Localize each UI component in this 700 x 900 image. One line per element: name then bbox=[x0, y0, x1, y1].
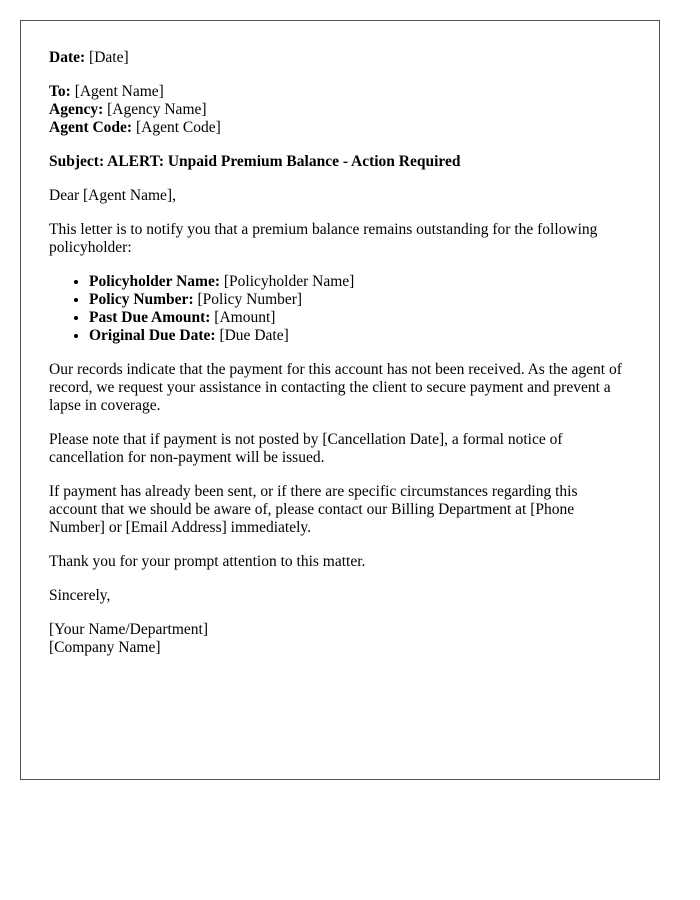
policy-details-list bbox=[49, 273, 629, 345]
closing: Sincerely, bbox=[49, 587, 111, 604]
recipient-block bbox=[49, 83, 629, 137]
letter-page bbox=[20, 20, 660, 780]
detail-value: [Due Date] bbox=[215, 327, 289, 344]
detail-item-due-date bbox=[89, 327, 629, 345]
agent-code-label: Agent Code: bbox=[49, 119, 133, 136]
detail-value: [Amount] bbox=[210, 309, 276, 326]
subject-text: Subject: ALERT: Unpaid Premium Balance - Action Required bbox=[49, 153, 461, 170]
intro-paragraph: This letter is to notify you that a premium balance remains outstanding for the following policyholder: bbox=[49, 221, 598, 256]
agent-code-value: [Agent Code] bbox=[132, 119, 221, 136]
thanks-paragraph: Thank you for your prompt attention to this matter. bbox=[49, 553, 366, 570]
detail-label: Original Due Date: bbox=[89, 327, 216, 344]
signature-company: [Company Name] bbox=[49, 639, 161, 656]
detail-value: [Policyholder Name] bbox=[220, 273, 355, 290]
to-value: [Agent Name] bbox=[70, 83, 164, 100]
date-label: Date: bbox=[49, 49, 86, 66]
contact-paragraph: If payment has already been sent, or if there are specific circumstances regarding this account that we should be aware of, please contact our Billing Department at [Phone Number] or [Email Address] immediately. bbox=[49, 483, 578, 536]
salutation: Dear [Agent Name], bbox=[49, 187, 176, 204]
to-label: To: bbox=[49, 83, 71, 100]
agency-label: Agency: bbox=[49, 101, 104, 118]
to-line bbox=[49, 83, 629, 101]
detail-item-past-due-amount bbox=[89, 309, 629, 327]
records-paragraph: Our records indicate that the payment for this account has not been received. As the agent of record, we request your assistance in contacting the client to secure payment and prevent a lapse in coverage. bbox=[49, 361, 622, 414]
letter-body bbox=[49, 49, 629, 673]
detail-value: [Policy Number] bbox=[193, 291, 303, 308]
cancellation-paragraph: Please note that if payment is not posted by [Cancellation Date], a formal notice of cancellation for non-payment will be issued. bbox=[49, 431, 563, 466]
subject-line bbox=[49, 153, 629, 171]
detail-item-policyholder bbox=[89, 273, 629, 291]
agent-code-line bbox=[49, 119, 629, 137]
detail-label: Past Due Amount: bbox=[89, 309, 211, 326]
agency-line bbox=[49, 101, 629, 119]
detail-item-policy-number bbox=[89, 291, 629, 309]
agency-value: [Agency Name] bbox=[103, 101, 207, 118]
signature-name: [Your Name/Department] bbox=[49, 621, 208, 638]
date-line bbox=[49, 49, 629, 67]
detail-label: Policy Number: bbox=[89, 291, 194, 308]
detail-label: Policyholder Name: bbox=[89, 273, 221, 290]
date-value: [Date] bbox=[85, 49, 129, 66]
signature-block bbox=[49, 621, 629, 657]
